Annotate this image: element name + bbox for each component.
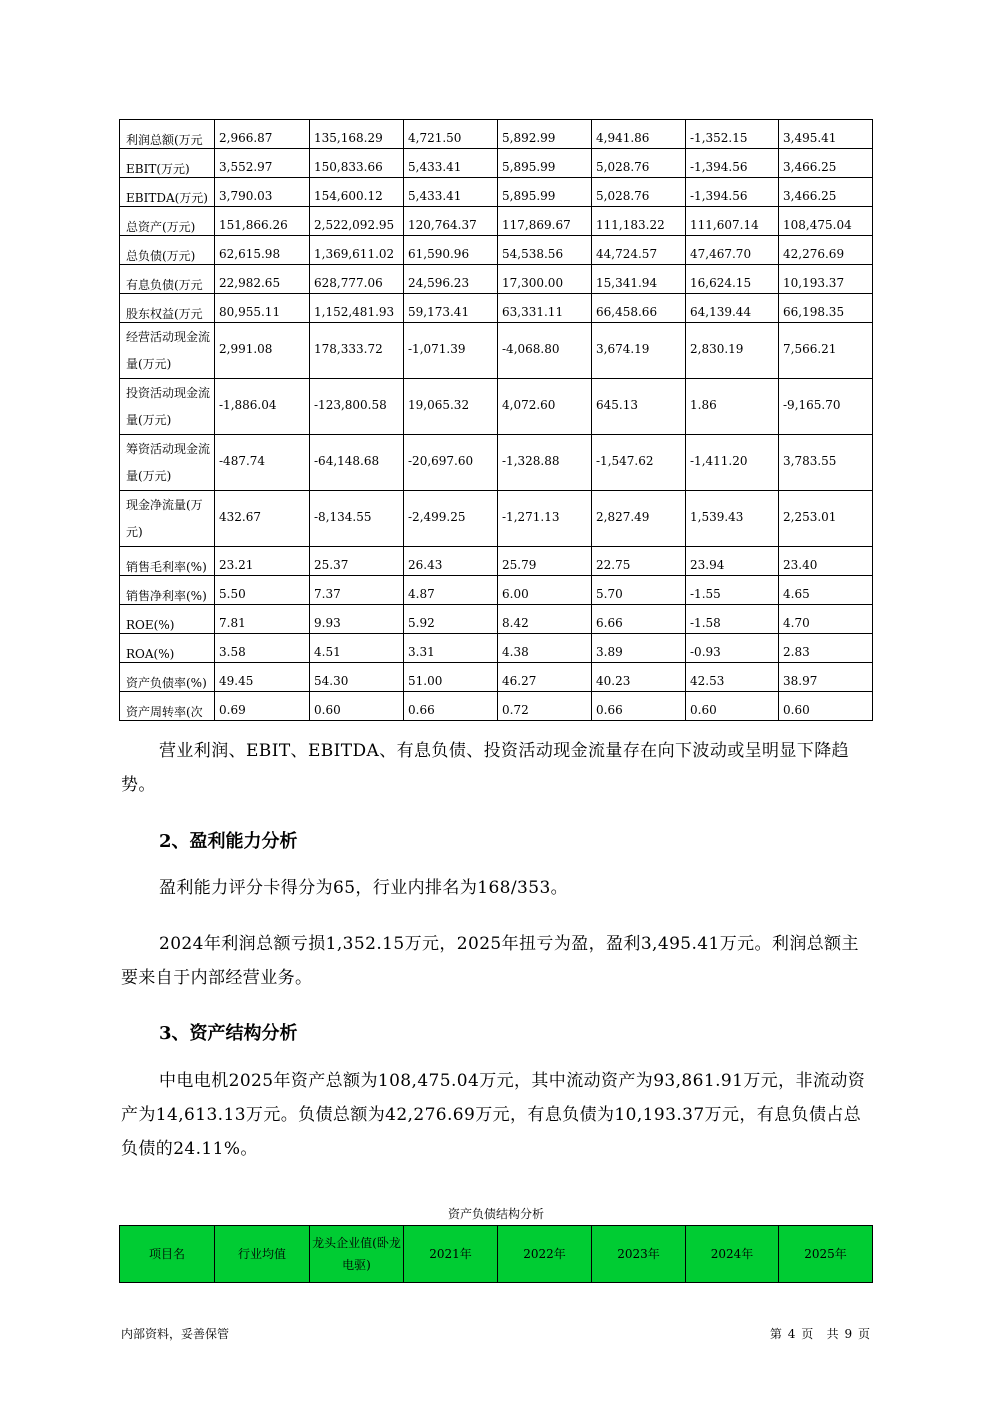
table-cell: -2,499.25 (404, 491, 498, 547)
table-cell: 1,539.43 (686, 491, 779, 547)
table-cell: 59,173.41 (404, 294, 498, 323)
table-cell: 42.53 (686, 663, 779, 692)
table-cell: 44,724.57 (592, 236, 686, 265)
table-cell: -1,394.56 (686, 178, 779, 207)
row-label: 经营活动现金流量(万元) (120, 323, 215, 379)
table-cell: -1,886.04 (215, 379, 310, 435)
table-cell: 4,941.86 (592, 120, 686, 149)
table-cell: 1.86 (686, 379, 779, 435)
table-cell: 24,596.23 (404, 265, 498, 294)
table-cell: 66,458.66 (592, 294, 686, 323)
table-cell: 4,721.50 (404, 120, 498, 149)
row-label: 现金净流量(万元) (120, 491, 215, 547)
table-row (120, 236, 873, 265)
table-cell: 54,538.56 (498, 236, 592, 265)
table-cell: -4,068.80 (498, 323, 592, 379)
table-cell: 25.79 (498, 547, 592, 576)
table-cell: 66,198.35 (779, 294, 873, 323)
table-row (120, 491, 873, 547)
table-cell: 4.51 (310, 634, 404, 663)
table-cell: 151,866.26 (215, 207, 310, 236)
footer-confidential-note: 内部资料，妥善保管 (121, 1327, 230, 1341)
header-cell-2024: 2024年 (686, 1226, 779, 1283)
table-cell: 3,466.25 (779, 149, 873, 178)
header-cell-industry-avg: 行业均值 (215, 1226, 310, 1283)
table-cell: 17,300.00 (498, 265, 592, 294)
table-cell: 3,552.97 (215, 149, 310, 178)
table-cell: 111,607.14 (686, 207, 779, 236)
table-cell: 2,827.49 (592, 491, 686, 547)
table-cell: -1,547.62 (592, 435, 686, 491)
table-row (120, 663, 873, 692)
table-cell: -123,800.58 (310, 379, 404, 435)
table-row (120, 435, 873, 491)
row-label: 销售净利率(%) (120, 576, 215, 605)
table-cell: 7.37 (310, 576, 404, 605)
row-label: 筹资活动现金流量(万元) (120, 435, 215, 491)
table-cell: 2.83 (779, 634, 873, 663)
profit-paragraph: 2024年利润总额亏损1,352.15万元，2025年扭亏为盈，盈利3,495.41万元。利润总额主要来自于内部经营业务。 (121, 934, 859, 988)
table-cell: 2,830.19 (686, 323, 779, 379)
table-cell: -20,697.60 (404, 435, 498, 491)
table-row (120, 178, 873, 207)
table-row (120, 576, 873, 605)
table-cell: 63,331.11 (498, 294, 592, 323)
table-cell: 38.97 (779, 663, 873, 692)
table-cell: 0.60 (779, 692, 873, 721)
table-cell: 23.40 (779, 547, 873, 576)
table-cell: 3,466.25 (779, 178, 873, 207)
table-cell: -9,165.70 (779, 379, 873, 435)
table-cell: 64,139.44 (686, 294, 779, 323)
table-cell: 61,590.96 (404, 236, 498, 265)
table-cell: 1,152,481.93 (310, 294, 404, 323)
section-heading-asset-structure: 3、资产结构分析 (159, 1023, 298, 1044)
table-cell: 80,955.11 (215, 294, 310, 323)
table-cell: 0.69 (215, 692, 310, 721)
table-cell: 26.43 (404, 547, 498, 576)
table-cell: 5.70 (592, 576, 686, 605)
table-cell: -8,134.55 (310, 491, 404, 547)
table-cell: 47,467.70 (686, 236, 779, 265)
table-cell: 2,522,092.95 (310, 207, 404, 236)
row-label: 投资活动现金流量(万元) (120, 379, 215, 435)
table-cell: 7.81 (215, 605, 310, 634)
current-page-number: 4 (787, 1327, 796, 1341)
table-cell: -1,328.88 (498, 435, 592, 491)
table-cell: 42,276.69 (779, 236, 873, 265)
header-cell-2025: 2025年 (779, 1226, 873, 1283)
table-cell: 22.75 (592, 547, 686, 576)
table-cell: 4.38 (498, 634, 592, 663)
table-cell: 5,895.99 (498, 178, 592, 207)
table-cell: -1,071.39 (404, 323, 498, 379)
table-cell: 0.60 (310, 692, 404, 721)
table-cell: 150,833.66 (310, 149, 404, 178)
row-label: 资产负债率(%) (120, 663, 215, 692)
table-cell: -1,271.13 (498, 491, 592, 547)
table-cell: 10,193.37 (779, 265, 873, 294)
balance-table-header-row (120, 1226, 873, 1283)
table-cell: -1.55 (686, 576, 779, 605)
table-row (120, 605, 873, 634)
table-cell: 645.13 (592, 379, 686, 435)
table-cell: -1,411.20 (686, 435, 779, 491)
table-cell: 628,777.06 (310, 265, 404, 294)
table-cell: 19,065.32 (404, 379, 498, 435)
table-row (120, 692, 873, 721)
table-cell: 9.93 (310, 605, 404, 634)
table-cell: 111,183.22 (592, 207, 686, 236)
table-cell: 49.45 (215, 663, 310, 692)
row-label: 销售毛利率(%) (120, 547, 215, 576)
table-cell: 5,028.76 (592, 149, 686, 178)
table-cell: 46.27 (498, 663, 592, 692)
table-cell: 8.42 (498, 605, 592, 634)
table-cell: 135,168.29 (310, 120, 404, 149)
table-cell: 178,333.72 (310, 323, 404, 379)
table-cell: -1,352.15 (686, 120, 779, 149)
table-cell: 4.65 (779, 576, 873, 605)
header-cell-2021: 2021年 (404, 1226, 498, 1283)
table-row (120, 294, 873, 323)
balance-structure-table (119, 1225, 873, 1283)
table-cell: 15,341.94 (592, 265, 686, 294)
table-cell: -64,148.68 (310, 435, 404, 491)
row-label: 总资产(万元) (120, 207, 215, 236)
total-label-prefix: 共 (826, 1327, 839, 1341)
financial-indicators-table (119, 119, 873, 721)
table-cell: 5,433.41 (404, 178, 498, 207)
table-cell: 25.37 (310, 547, 404, 576)
header-cell-2023: 2023年 (592, 1226, 686, 1283)
table-row (120, 207, 873, 236)
table-cell: 120,764.37 (404, 207, 498, 236)
table-cell: 23.21 (215, 547, 310, 576)
row-label: ROA(%) (120, 634, 215, 663)
table-cell: 3,674.19 (592, 323, 686, 379)
table-cell: 54.30 (310, 663, 404, 692)
balance-table-caption: 资产负债结构分析 (447, 1207, 544, 1221)
header-cell-leader-value: 龙头企业值(卧龙电驱) (310, 1226, 404, 1283)
row-label: 总负债(万元) (120, 236, 215, 265)
table-cell: 108,475.04 (779, 207, 873, 236)
table-cell: 62,615.98 (215, 236, 310, 265)
row-label: EBITDA(万元) (120, 178, 215, 207)
trend-paragraph: 营业利润、EBIT、EBITDA、有息负债、投资活动现金流量存在向下波动或呈明显下降趋势。 (121, 741, 850, 795)
table-cell: 4,072.60 (498, 379, 592, 435)
table-cell: 5.50 (215, 576, 310, 605)
table-cell: 0.60 (686, 692, 779, 721)
footer-page-number (769, 1325, 871, 1342)
row-label: 资产周转率(次 (120, 692, 215, 721)
table-cell: 0.72 (498, 692, 592, 721)
table-cell: 7,566.21 (779, 323, 873, 379)
header-cell-2022: 2022年 (498, 1226, 592, 1283)
table-cell: 5,892.99 (498, 120, 592, 149)
asset-structure-paragraph: 中电电机2025年资产总额为108,475.04万元，其中流动资产为93,861.91万元，非流动资产为14,613.13万元。负债总额为42,276.69万元，有息负债为10,193.37万元，有息负债占总负债的24.11%。 (121, 1071, 866, 1159)
table-cell: 3.58 (215, 634, 310, 663)
total-label-suffix: 页 (857, 1327, 870, 1341)
table-cell: 4.87 (404, 576, 498, 605)
table-cell: 2,966.87 (215, 120, 310, 149)
table-cell: -0.93 (686, 634, 779, 663)
table-cell: -1.58 (686, 605, 779, 634)
table-cell: 51.00 (404, 663, 498, 692)
row-label: ROE(%) (120, 605, 215, 634)
table-cell: 3,790.03 (215, 178, 310, 207)
table-cell: 5.92 (404, 605, 498, 634)
table-cell: 3,783.55 (779, 435, 873, 491)
table-row (120, 379, 873, 435)
table-row (120, 634, 873, 663)
table-cell: 1,369,611.02 (310, 236, 404, 265)
table-cell: 0.66 (404, 692, 498, 721)
table-cell: -1,394.56 (686, 149, 779, 178)
table-cell: 154,600.12 (310, 178, 404, 207)
table-cell: 40.23 (592, 663, 686, 692)
table-cell: 2,253.01 (779, 491, 873, 547)
table-row (120, 547, 873, 576)
table-cell: 117,869.67 (498, 207, 592, 236)
row-label: 有息负债(万元 (120, 265, 215, 294)
table-row (120, 149, 873, 178)
total-page-number: 9 (844, 1327, 853, 1341)
table-cell: 22,982.65 (215, 265, 310, 294)
row-label: 利润总额(万元 (120, 120, 215, 149)
table-row (120, 323, 873, 379)
table-cell: 3.89 (592, 634, 686, 663)
table-row (120, 265, 873, 294)
table-cell: 23.94 (686, 547, 779, 576)
table-cell: -487.74 (215, 435, 310, 491)
table-cell: 5,895.99 (498, 149, 592, 178)
page-label-prefix: 第 (769, 1327, 782, 1341)
table-cell: 6.00 (498, 576, 592, 605)
table-cell: 3,495.41 (779, 120, 873, 149)
table-cell: 6.66 (592, 605, 686, 634)
table-row (120, 120, 873, 149)
table-cell: 432.67 (215, 491, 310, 547)
table-cell: 5,433.41 (404, 149, 498, 178)
row-label: EBIT(万元) (120, 149, 215, 178)
page-label-suffix: 页 (801, 1327, 814, 1341)
profitability-score-paragraph: 盈利能力评分卡得分为65，行业内排名为168/353。 (159, 878, 569, 898)
section-heading-profitability: 2、盈利能力分析 (159, 831, 298, 852)
row-label: 股东权益(万元 (120, 294, 215, 323)
table-cell: 2,991.08 (215, 323, 310, 379)
table-cell: 4.70 (779, 605, 873, 634)
table-cell: 3.31 (404, 634, 498, 663)
table-cell: 16,624.15 (686, 265, 779, 294)
table-cell: 5,028.76 (592, 178, 686, 207)
header-cell-item-name: 项目名 (120, 1226, 215, 1283)
table-cell: 0.66 (592, 692, 686, 721)
